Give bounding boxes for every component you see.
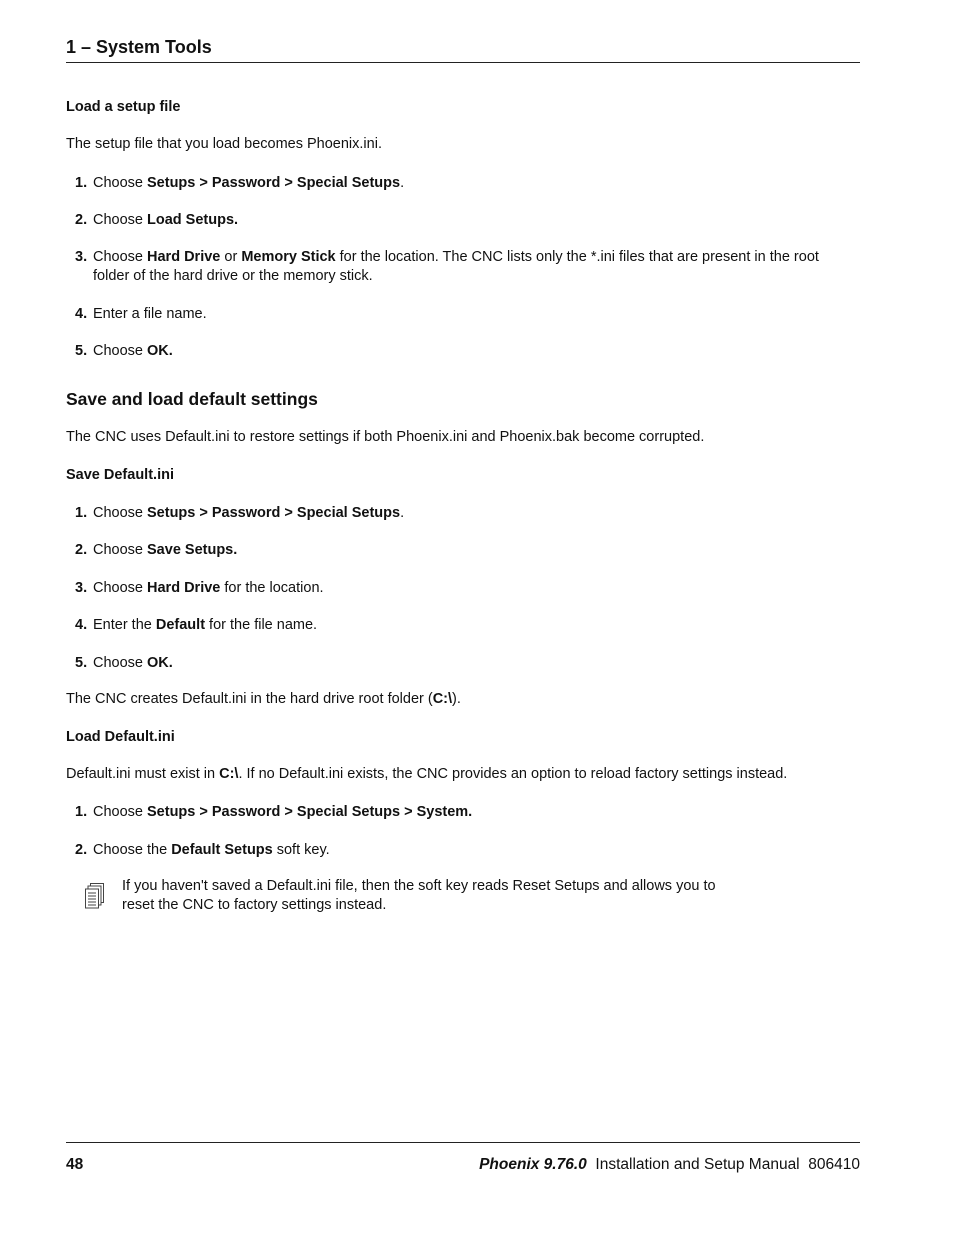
footer-manual-title: Installation and Setup Manual: [595, 1156, 800, 1173]
save-default-heading: Save Default.ini: [66, 467, 174, 483]
load-default-heading: Load Default.ini: [66, 729, 175, 745]
save-default-step-4: 4. Enter the Default for the file name.: [75, 617, 318, 633]
footer-rule: [66, 1142, 860, 1143]
save-default-step-5: 5. Choose OK.: [75, 655, 173, 671]
load-setup-step-3: 3. Choose Hard Drive or Memory Stick for the location. The CNC lists only the *.ini files that are present in the root folder of the hard drive or the memory stick.: [75, 249, 819, 284]
note-text: If you haven't saved a Default.ini file, then the soft key reads Reset Setups and allows you to reset the CNC to factory settings instead.: [122, 878, 716, 913]
note-pages-icon: [85, 883, 105, 909]
footer-title: [479, 1156, 860, 1174]
defaults-heading: Save and load default settings: [66, 389, 318, 409]
load-setup-heading: Load a setup file: [66, 99, 181, 115]
footer-product: Phoenix 9.76.0: [479, 1156, 587, 1173]
load-default-step-1: 1. Choose Setups > Password > Special Setups > System.: [75, 804, 473, 820]
footer-doc-number: 806410: [808, 1156, 860, 1173]
page-number: 48: [66, 1156, 84, 1173]
load-setup-intro: The setup file that you load becomes Phoenix.ini.: [66, 136, 382, 152]
load-setup-step-4: 4. Enter a file name.: [75, 306, 207, 322]
load-setup-step-1: 1. Choose Setups > Password > Special Setups.: [75, 175, 405, 191]
header-rule: [66, 62, 860, 63]
save-default-outro: The CNC creates Default.ini in the hard drive root folder (C:\).: [66, 691, 461, 707]
chapter-header: 1 – System Tools: [66, 37, 212, 57]
load-setup-step-2: 2. Choose Load Setups.: [75, 212, 239, 228]
save-default-step-2: 2. Choose Save Setups.: [75, 542, 238, 558]
save-default-step-1: 1. Choose Setups > Password > Special Setups.: [75, 505, 405, 521]
load-setup-step-5: 5. Choose OK.: [75, 343, 173, 359]
defaults-intro: The CNC uses Default.ini to restore settings if both Phoenix.ini and Phoenix.bak become corrupted.: [66, 429, 705, 445]
save-default-step-3: 3. Choose Hard Drive for the location.: [75, 580, 324, 596]
load-default-intro: Default.ini must exist in C:\. If no Default.ini exists, the CNC provides an option to reload factory settings instead.: [66, 766, 788, 782]
load-default-step-2: 2. Choose the Default Setups soft key.: [75, 842, 330, 858]
